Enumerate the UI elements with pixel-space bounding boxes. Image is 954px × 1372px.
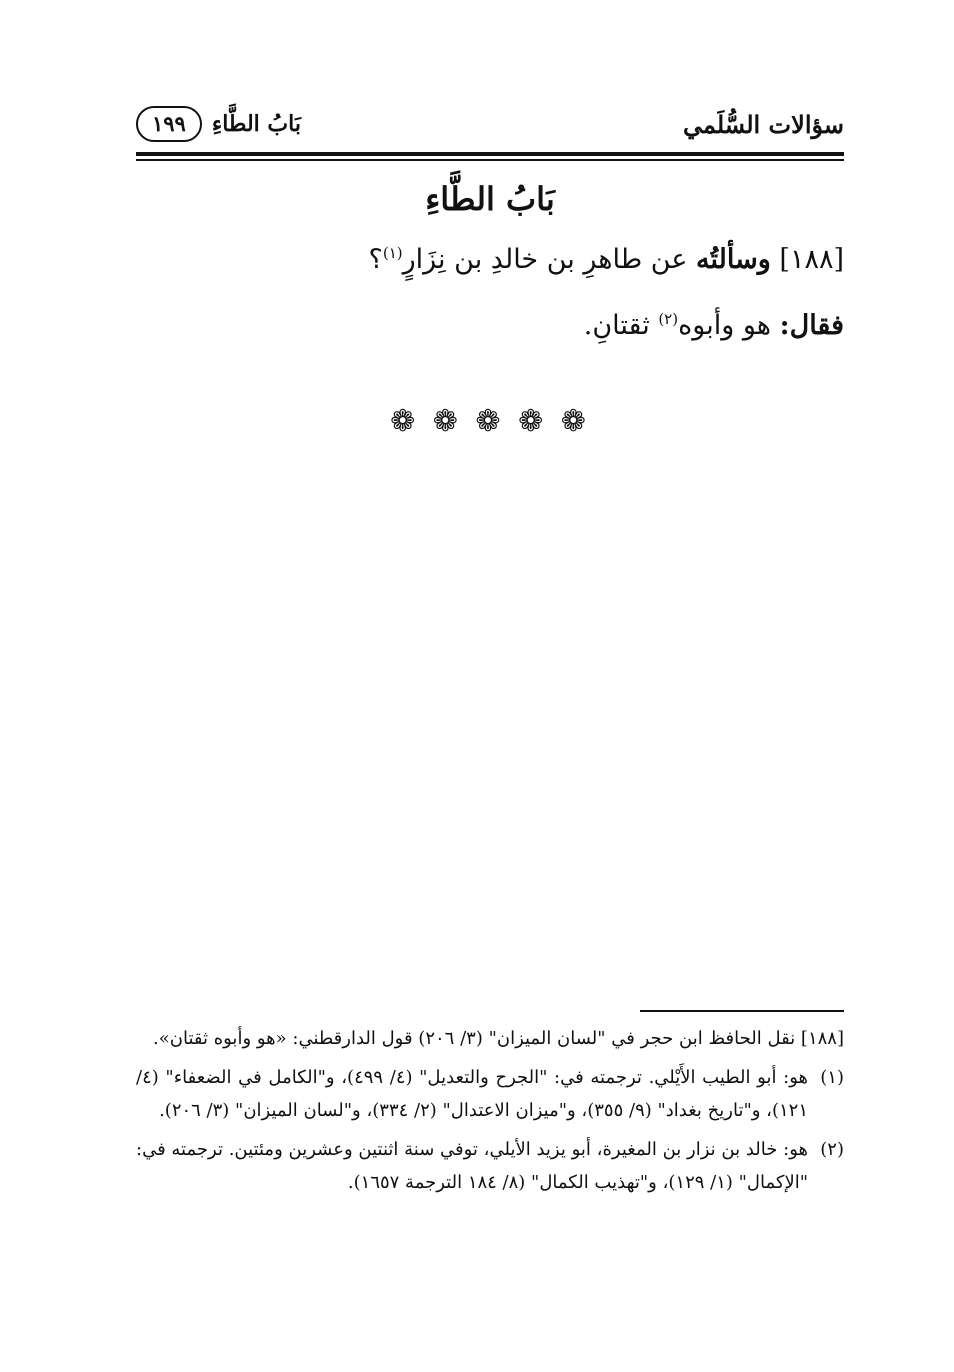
footnote-1	[136, 1061, 844, 1127]
page-number: ١٩٩	[136, 106, 202, 142]
footnote-separator	[640, 1010, 844, 1012]
footnote-ref-2[interactable]: (٢)	[658, 310, 679, 328]
running-header	[136, 100, 844, 148]
question-text: عن طاهرِ بن خالدِ بن نِزَارٍ	[402, 244, 688, 275]
header-rule-thin	[136, 159, 844, 161]
footnotes	[136, 1022, 844, 1205]
footnote-188: [١٨٨] نقل الحافظ ابن حجر في "لسان الميزان" (٣/ ٢٠٦) قول الدارقطني: «هو وأبوه ثقتان».	[153, 1028, 844, 1049]
answer-text-1: هو وأبوه	[678, 310, 772, 341]
entry-number: [١٨٨]	[779, 244, 844, 275]
book-title: سؤالات السُّلَمي	[682, 109, 844, 139]
answer-text-2: ثقتانِ.	[583, 310, 650, 341]
footnote-2-number: (٢)	[820, 1139, 844, 1160]
footnote-2	[136, 1133, 844, 1199]
footnote-1-text: هو: أبو الطيب الأَيْلي. ترجمته في: "الجرح والتعديل" (٤/ ٤٩٩)، و"الكامل في الضعفاء" (٤/ ١٢١)، و"تاريخ بغداد" (٩/ ٣٥٥)، و"ميزان الاعتدال" (٢/ ٣٣٤)، و"لسان الميزان" (٣/ ٢٠٦).	[136, 1067, 808, 1121]
answer-lead: فقال:	[779, 310, 844, 341]
footnote-ref-1[interactable]: (١)	[382, 244, 403, 262]
footnote-1-number: (١)	[820, 1067, 844, 1088]
entry-question	[136, 244, 844, 275]
header-chapter-group	[136, 106, 301, 142]
question-mark: ؟	[368, 244, 383, 275]
chapter-heading: بَابُ الطَّاءِ	[425, 180, 555, 218]
footnote-2-text: هو: خالد بن نزار بن المغيرة، أبو يزيد الأيلي، توفي سنة اثنتين وعشرين ومئتين. ترجمته في: "الإكمال" (١/ ١٢٩)، و"تهذيب الكمال" (٨/ ١٨٤ الترجمة ١٦٥٧).	[136, 1139, 808, 1193]
entry-answer	[136, 310, 844, 341]
header-rule-thick	[136, 152, 844, 156]
question-lead: وسألتُه	[696, 244, 771, 275]
section-ornaments: ❁ ❁ ❁ ❁ ❁	[390, 404, 590, 439]
running-chapter-title: بَابُ الطَّاءِ	[211, 111, 301, 137]
